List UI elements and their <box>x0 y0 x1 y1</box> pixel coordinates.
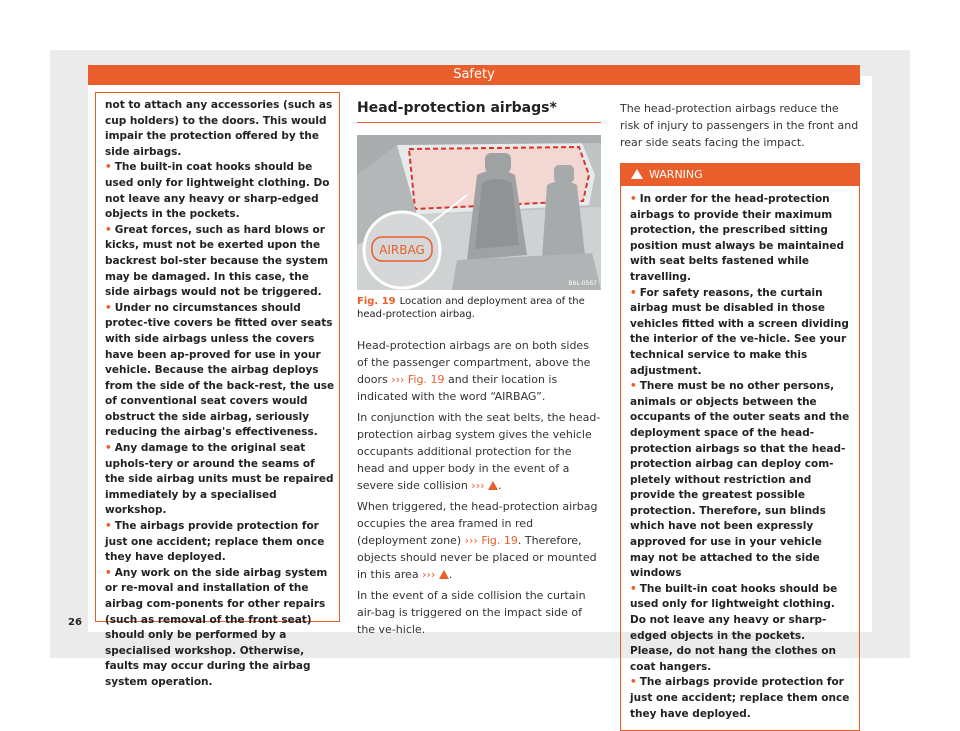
bullet-icon: • <box>630 380 637 393</box>
bullet-icon: • <box>105 223 112 236</box>
bullet-icon: • <box>105 301 112 314</box>
car-interior-illustration <box>357 135 601 290</box>
list-item: • Any work on the side airbag system or re-moval and installation of the airbag com-ponents for other repairs (such as removal of the front seat) should only be performed by a specialised workshop. Otherwise, faults may occur during the airbag system operation. <box>105 566 328 688</box>
list-item: • Great forces, such as hard blows or kicks, must not be exerted upon the backrest bol-ster because the system may be damaged. In this case, the side airbags would not be triggered. <box>105 223 329 299</box>
bullet-icon: • <box>630 676 637 689</box>
warning-link[interactable]: ››› <box>471 479 485 492</box>
warning-header: WARNING <box>621 164 859 186</box>
list-item: • There must be no other persons, animals or objects between the occupants of the outer seats and the deployment space of the head-protection airbags so that the head-protection airbag can deploy com-pletely without restriction and provide the greatest possible protection. Therefore, sun blinds which have not been expressly approved for use in your vehicle may not be attached to the side windows <box>630 380 850 580</box>
list-item: • Any damage to the original seat uphols-tery or around the seams of the side airbag units must be repaired immediately by a specialised workshop. <box>105 442 334 517</box>
warning-triangle-icon <box>631 169 643 179</box>
bullet-icon: • <box>105 442 112 455</box>
list-item: • The built-in coat hooks should be used only for lightweight clothing. Do not leave any heavy or sharp-edged objects in the pockets. Please, do not hang the clothes on coat hangers. <box>630 582 838 673</box>
airbag-label: AIRBAG <box>379 243 425 257</box>
paragraph: Head-protection airbags are on both sides of the passenger compartment, above the doors ››› Fig. 19 and their location is indicated with the word “AIRBAG”. <box>357 339 591 403</box>
figure-link[interactable]: ››› Fig. 19 <box>464 534 518 547</box>
warning-triangle-icon <box>439 570 449 579</box>
col3-intro: The head-protection airbags reduce the risk of injury to passengers in the front and rear side seats facing the impact. <box>620 102 859 149</box>
figure-caption: Fig. 19 Location and deployment area of the head-protection airbag. <box>357 296 585 320</box>
bullet-icon: • <box>105 161 112 174</box>
list-item: • The airbags provide protection for just one accident; replace them once they have deployed. <box>105 520 325 564</box>
page-number: 26 <box>68 617 82 628</box>
bullet-icon: • <box>630 582 637 595</box>
paragraph: In conjunction with the seat belts, the head-protection airbag system gives the vehicle occupants additional protection for the head and upper body in the event of a severe side collision ››› . <box>357 411 601 492</box>
warning-box <box>620 163 860 731</box>
col1-intro: not to attach any accessories (such as cup holders) to the doors. This would impair the protection offered by the side airbags. <box>105 99 333 158</box>
figure-link[interactable]: ››› Fig. 19 <box>391 373 445 386</box>
column-2 <box>357 100 601 642</box>
bullet-icon: • <box>630 193 637 205</box>
warning-triangle-icon <box>488 481 498 490</box>
bullet-icon: • <box>105 520 112 533</box>
list-item: • Under no circumstances should protec-tive covers be fitted over seats with side airbags unless the covers have been ap-proved for use in your vehicle. Because the airbag deploys from the side of the back-rest, the use of conventional seat covers would obstruct the side airbag, seriously reducing the airbag's effectiveness. <box>105 301 335 439</box>
list-item: • For safety reasons, the curtain airbag must be disabled in those vehicles fitted with a screen dividing the interior of the ve-hicle. See your technical service to make this adjustment. <box>630 286 849 377</box>
figure-19 <box>357 135 601 290</box>
list-item: • The built-in coat hooks should be used only for lightweight clothing. Do not leave any heavy or sharp-edged objects in the pockets. <box>105 161 330 221</box>
figure-label: Fig. 19 <box>357 296 396 307</box>
bullet-icon: • <box>630 286 637 299</box>
col2-body <box>357 337 601 638</box>
column-3 <box>620 100 860 731</box>
list-item: • In order for the head-protection airbags to provide their maximum protection, the prescribed sitting position must always be maintained with seat belts fastened while travelling. <box>630 193 844 283</box>
paragraph: In the event of a side collision the curtain air-bag is triggered on the impact side of the ve-hicle. <box>357 589 586 636</box>
paragraph: When triggered, the head-protection airbag occupies the area framed in red (deployment zone) ››› Fig. 19. Therefore, objects should never be placed or mounted in this area ››› . <box>357 500 598 581</box>
warning-body <box>621 186 859 730</box>
warning-link[interactable]: ››› <box>422 568 436 581</box>
list-item: • The airbags provide protection for just one accident; replace them once they have deployed. <box>630 676 850 720</box>
section-header: Safety <box>88 65 860 85</box>
bullet-icon: • <box>105 566 112 579</box>
figure-code: B6L-0567 <box>568 280 597 287</box>
section-title: Head-protection airbags* <box>357 100 601 123</box>
column-1 <box>105 98 335 691</box>
